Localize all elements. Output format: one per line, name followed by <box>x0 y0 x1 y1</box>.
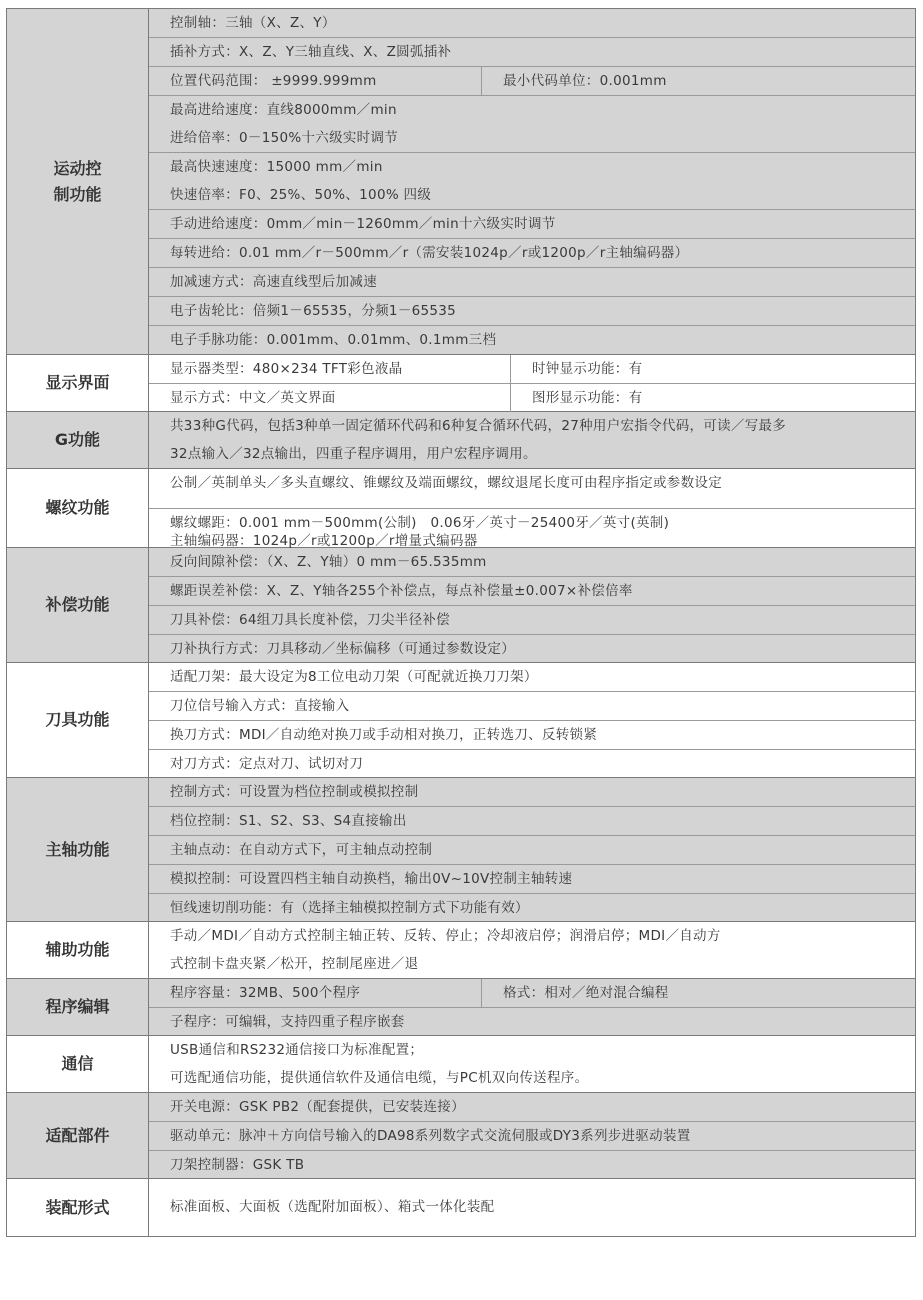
category-line: 通信 <box>61 1054 94 1073</box>
section-spindle <box>7 778 915 922</box>
section-motion <box>7 9 915 355</box>
spec-cell: 子程序：可编辑，支持四重子程序嵌套 <box>170 1014 405 1030</box>
spec-cell: 公制／英制单头／多头直螺纹、锥螺纹及端面螺纹，螺纹退尾长度可由程序指定或参数设定 <box>170 475 722 491</box>
spec-cell: 刀具补偿：64组刀具长度补偿，刀尖半径补偿 <box>170 612 450 628</box>
spec-cell: 开关电源：GSK PB2（配套提供，已安装连接） <box>170 1099 465 1115</box>
category-line: 运动控 <box>53 158 102 178</box>
spec-row <box>149 635 915 663</box>
spec-row <box>149 663 915 692</box>
spec-cell: 加减速方式：高速直线型后加减速 <box>170 274 377 290</box>
spec-row <box>149 950 915 978</box>
spec-cell: 快速倍率：F0、25%、50%、100% 四级 <box>170 187 432 203</box>
category-line: 装配形式 <box>45 1197 110 1217</box>
spec-row <box>149 67 915 96</box>
spec-row <box>149 1179 915 1236</box>
category-line: 主轴功能 <box>45 839 110 859</box>
spec-row <box>149 96 915 124</box>
category-label <box>7 548 149 662</box>
section-aux <box>7 922 915 979</box>
category-label <box>7 1093 149 1178</box>
spec-cell: 控制方式：可设置为档位控制或模拟控制 <box>170 784 419 800</box>
spec-cell: 程序容量：32MB、500个程序 <box>149 979 482 1007</box>
section-parts <box>7 1093 915 1179</box>
spec-cell: 手动进给速度：0mm／min－1260mm／min十六级实时调节 <box>170 216 556 232</box>
section-thread <box>7 469 915 548</box>
spec-row <box>149 922 915 950</box>
spec-cell: 手动／MDI／自动方式控制主轴正转、反转、停止；冷却液启停；润滑启停；MDI／自动方 <box>170 928 721 944</box>
spec-row <box>149 750 915 778</box>
spec-row <box>149 577 915 606</box>
spec-cell: 模拟控制：可设置四档主轴自动换档，输出0V~10V控制主轴转速 <box>170 871 573 887</box>
spec-row <box>149 979 915 1008</box>
spec-cell <box>149 509 915 548</box>
section-tool <box>7 663 915 778</box>
spec-row <box>149 807 915 836</box>
spec-cell: 每转进给：0.01 mm／r－500mm／r（需安装1024p／r或1200p／r主轴编码器） <box>170 245 689 261</box>
spec-cell: USB通信和RS232通信接口为标准配置； <box>170 1042 424 1058</box>
category-line: 补偿功能 <box>45 595 110 614</box>
spec-row <box>149 721 915 750</box>
spec-cell: 最高快速速度：15000 mm／min <box>170 159 383 175</box>
spec-row <box>149 384 915 412</box>
spec-cell: 螺距误差补偿：X、Z、Y轴各255个补偿点，每点补偿量±0.007×补偿倍率 <box>170 583 633 599</box>
spec-table <box>6 8 916 1237</box>
category-line: 程序编辑 <box>45 997 110 1016</box>
section-display <box>7 355 915 412</box>
spec-row <box>149 268 915 297</box>
spec-cell: 共33种G代码，包括3种单一固定循环代码和6种复合循环代码，27种用户宏指令代码，可读／写最多 <box>170 418 787 434</box>
spec-row <box>149 865 915 894</box>
category-label <box>7 469 149 547</box>
spec-row <box>149 509 915 548</box>
spec-cell: 时钟显示功能：有 <box>532 361 643 377</box>
spec-cell: 最高进给速度：直线8000mm／min <box>170 102 397 118</box>
spec-cell: 插补方式：X、Z、Y三轴直线、X、Z圆弧插补 <box>170 44 452 60</box>
spec-row <box>149 1008 915 1036</box>
category-label <box>7 1036 149 1092</box>
section-gfunc <box>7 412 915 469</box>
spec-cell: 刀架控制器：GSK TB <box>170 1157 305 1173</box>
category-label <box>7 663 149 777</box>
section-assembly <box>7 1179 915 1237</box>
category-label <box>7 979 149 1035</box>
spec-cell: 标准面板、大面板（选配附加面板）、箱式一体化装配 <box>170 1199 495 1215</box>
spec-row <box>149 38 915 67</box>
spec-row <box>149 440 915 468</box>
spec-row <box>149 239 915 268</box>
spec-line: 主轴编码器：1024p／r或1200p／r增量式编码器 <box>170 532 478 549</box>
category-line: 适配部件 <box>45 1125 110 1145</box>
spec-row <box>149 606 915 635</box>
category-label <box>7 412 149 468</box>
category-line: 制功能 <box>53 184 102 204</box>
section-prog <box>7 979 915 1036</box>
section-comm <box>7 1036 915 1093</box>
spec-cell: 刀位信号输入方式：直接输入 <box>170 698 350 714</box>
spec-row <box>149 1064 915 1092</box>
spec-cell: 主轴点动：在自动方式下，可主轴点动控制 <box>170 842 433 858</box>
spec-cell: 控制轴：三轴（X、Z、Y） <box>170 15 336 31</box>
category-label <box>7 9 149 354</box>
spec-row <box>149 9 915 38</box>
spec-row <box>149 326 915 354</box>
spec-row <box>149 1151 915 1179</box>
spec-row <box>149 297 915 326</box>
spec-row <box>149 1122 915 1151</box>
spec-row <box>149 355 915 384</box>
spec-row <box>149 692 915 721</box>
category-line: 螺纹功能 <box>45 498 110 517</box>
spec-cell: 档位控制：S1、S2、S3、S4直接输出 <box>170 813 407 829</box>
spec-row <box>149 124 915 153</box>
spec-row <box>149 181 915 210</box>
spec-cell: 适配刀架：最大设定为8工位电动刀架（可配就近换刀刀架） <box>170 669 538 685</box>
spec-cell: 图形显示功能：有 <box>532 390 643 406</box>
spec-row <box>149 153 915 181</box>
spec-cell: 32点输入／32点输出，四重子程序调用，用户宏程序调用。 <box>170 446 537 462</box>
spec-cell: 刀补执行方式：刀具移动／坐标偏移（可通过参数设定） <box>170 641 515 657</box>
category-line: 辅助功能 <box>45 940 110 959</box>
spec-cell: 电子手脉功能：0.001mm、0.01mm、0.1mm三档 <box>170 332 497 348</box>
spec-cell: 可选配通信功能，提供通信软件及通信电缆，与PC机双向传送程序。 <box>170 1070 589 1086</box>
spec-cell: 恒线速切削功能：有（选择主轴模拟控制方式下功能有效） <box>170 900 529 916</box>
spec-row <box>149 778 915 807</box>
category-line: G功能 <box>54 430 101 449</box>
section-comp <box>7 548 915 663</box>
spec-row <box>149 894 915 922</box>
spec-row <box>149 548 915 577</box>
spec-row <box>149 210 915 239</box>
spec-cell: 显示方式：中文／英文界面 <box>149 384 511 412</box>
category-label <box>7 355 149 411</box>
spec-row <box>149 469 915 509</box>
category-line: 显示界面 <box>45 373 110 392</box>
category-label <box>7 778 149 921</box>
category-label <box>7 922 149 978</box>
spec-row <box>149 1093 915 1122</box>
spec-row <box>149 836 915 865</box>
spec-cell: 位置代码范围： ±9999.999mm <box>149 67 482 95</box>
spec-cell: 对刀方式：定点对刀、试切对刀 <box>170 756 364 772</box>
spec-cell: 进给倍率：0－150%十六级实时调节 <box>170 130 399 146</box>
spec-cell: 换刀方式：MDI／自动绝对换刀或手动相对换刀，正转选刀、反转锁紧 <box>170 727 598 743</box>
spec-cell: 反向间隙补偿：（X、Z、Y轴）0 mm－65.535mm <box>170 554 487 570</box>
spec-cell: 格式：相对／绝对混合编程 <box>503 985 669 1001</box>
spec-cell: 电子齿轮比：倍频1－65535，分频1－65535 <box>170 303 457 319</box>
spec-cell: 驱动单元：脉冲＋方向信号输入的DA98系列数字式交流伺服或DY3系列步进驱动装置 <box>170 1128 691 1144</box>
spec-cell: 式控制卡盘夹紧／松开，控制尾座进／退 <box>170 956 419 972</box>
spec-cell: 最小代码单位：0.001mm <box>503 73 667 89</box>
spec-cell: 显示器类型：480×234 TFT彩色液晶 <box>149 355 511 383</box>
category-label <box>7 1179 149 1236</box>
spec-row <box>149 1036 915 1064</box>
spec-row <box>149 412 915 440</box>
category-line: 刀具功能 <box>45 710 110 729</box>
spec-line: 螺纹螺距：0.001 mm－500mm(公制) 0.06牙／英寸－25400牙／英寸(英制) <box>170 514 670 531</box>
